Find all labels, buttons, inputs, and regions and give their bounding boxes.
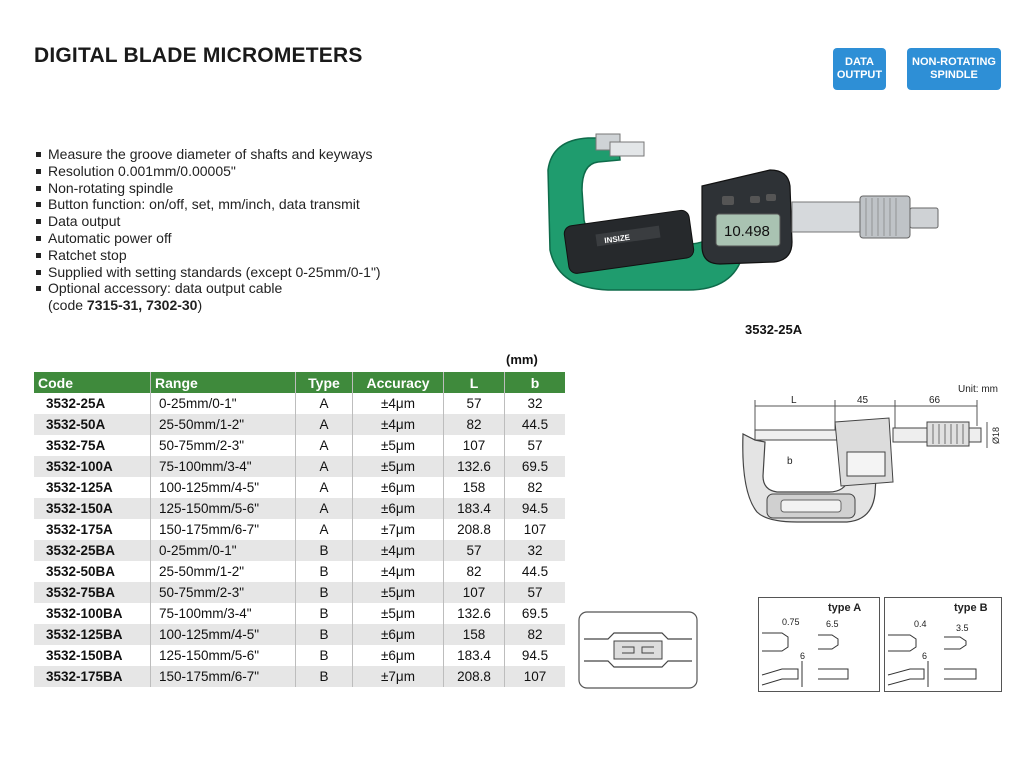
cell-b: 69.5 bbox=[505, 603, 566, 624]
type-a-drawing bbox=[758, 597, 880, 692]
button bbox=[722, 196, 734, 205]
feature-item bbox=[34, 230, 381, 247]
feature-list bbox=[34, 146, 381, 314]
cell-l: 158 bbox=[444, 624, 505, 645]
cell-b: 57 bbox=[505, 435, 566, 456]
table-row bbox=[34, 456, 565, 477]
cell-accuracy: ±5μm bbox=[353, 603, 444, 624]
table-row bbox=[34, 624, 565, 645]
feature-text: Non-rotating spindle bbox=[48, 179, 174, 196]
photo-caption: 3532-25A bbox=[745, 322, 803, 337]
type-a-d3: 6 bbox=[800, 651, 806, 661]
cell-range: 125-150mm/5-6" bbox=[151, 498, 296, 519]
cell-range: 25-50mm/1-2" bbox=[151, 414, 296, 435]
table-row bbox=[34, 477, 565, 498]
cell-code: 3532-50BA bbox=[34, 561, 151, 582]
table-row bbox=[34, 498, 565, 519]
cell-range: 100-125mm/4-5" bbox=[151, 477, 296, 498]
feature-text: Supplied with setting standards (except 0-25mm/0-1") bbox=[48, 263, 381, 280]
table-row bbox=[34, 666, 565, 687]
cell-accuracy: ±4μm bbox=[353, 561, 444, 582]
cell-type: B bbox=[296, 666, 353, 687]
type-a-d1: 0.75 bbox=[782, 617, 800, 627]
cell-code: 3532-125A bbox=[34, 477, 151, 498]
cell-l: 208.8 bbox=[444, 666, 505, 687]
lcd-value: 10.498 bbox=[724, 223, 770, 240]
cell-type: A bbox=[296, 393, 353, 414]
table-row bbox=[34, 435, 565, 456]
bullet-icon bbox=[36, 186, 41, 191]
thimble bbox=[860, 196, 910, 238]
cell-range: 150-175mm/6-7" bbox=[151, 519, 296, 540]
cell-range: 100-125mm/4-5" bbox=[151, 624, 296, 645]
cell-b: 44.5 bbox=[505, 561, 566, 582]
bullet-icon bbox=[36, 286, 41, 291]
cell-type: A bbox=[296, 477, 353, 498]
bullet-icon bbox=[36, 270, 41, 275]
feature-text: Measure the groove diameter of shafts and keyways bbox=[48, 146, 373, 162]
cell-accuracy: ±5μm bbox=[353, 435, 444, 456]
dim-l: L bbox=[791, 395, 797, 406]
cell-code: 3532-50A bbox=[34, 414, 151, 435]
header-range: Range bbox=[151, 372, 296, 393]
cont-suffix: ) bbox=[197, 297, 203, 314]
type-b-d3: 6 bbox=[922, 651, 928, 661]
cell-range: 150-175mm/6-7" bbox=[151, 666, 296, 687]
cell-code: 3532-175BA bbox=[34, 666, 151, 687]
brand-text: INSIZE bbox=[603, 232, 631, 246]
badge-line: DATA bbox=[845, 56, 874, 68]
type-a-d2: 6.5 bbox=[826, 619, 839, 629]
cell-b: 69.5 bbox=[505, 456, 566, 477]
table-row bbox=[34, 561, 565, 582]
cell-l: 132.6 bbox=[444, 603, 505, 624]
cell-accuracy: ±6μm bbox=[353, 624, 444, 645]
table-header-row bbox=[34, 372, 565, 393]
type-a-label: type A bbox=[828, 602, 862, 614]
cell-range: 75-100mm/3-4" bbox=[151, 603, 296, 624]
cell-type: B bbox=[296, 561, 353, 582]
cell-b: 107 bbox=[505, 519, 566, 540]
feature-item bbox=[34, 213, 381, 230]
type-b-label: type B bbox=[954, 602, 988, 614]
cell-l: 82 bbox=[444, 561, 505, 582]
cell-range: 25-50mm/1-2" bbox=[151, 561, 296, 582]
cell-code: 3532-75BA bbox=[34, 582, 151, 603]
badge-line: OUTPUT bbox=[836, 69, 883, 81]
feature-text: Optional accessory: data output cable bbox=[48, 280, 283, 297]
cell-type: B bbox=[296, 582, 353, 603]
micrometer-photo bbox=[538, 130, 942, 300]
cell-range: 125-150mm/5-6" bbox=[151, 645, 296, 666]
cell-l: 158 bbox=[444, 477, 505, 498]
cell-b: 32 bbox=[505, 393, 566, 414]
bullet-icon bbox=[36, 152, 41, 157]
cell-accuracy: ±4μm bbox=[353, 414, 444, 435]
cell-type: B bbox=[296, 645, 353, 666]
table-body bbox=[34, 393, 565, 687]
feature-text: Data output bbox=[48, 213, 121, 230]
table-row bbox=[34, 414, 565, 435]
sleeve bbox=[792, 202, 862, 232]
table-row bbox=[34, 393, 565, 414]
cell-type: B bbox=[296, 624, 353, 645]
header-l: L bbox=[444, 372, 505, 393]
dim-b: b bbox=[787, 456, 793, 467]
cell-type: B bbox=[296, 603, 353, 624]
cell-accuracy: ±6μm bbox=[353, 477, 444, 498]
cell-type: A bbox=[296, 456, 353, 477]
button bbox=[766, 194, 776, 201]
cell-type: A bbox=[296, 498, 353, 519]
cell-l: 107 bbox=[444, 435, 505, 456]
cell-range: 50-75mm/2-3" bbox=[151, 582, 296, 603]
bullet-icon bbox=[36, 236, 41, 241]
cell-l: 57 bbox=[444, 540, 505, 561]
table-row bbox=[34, 645, 565, 666]
drawing-sleeve bbox=[893, 428, 927, 442]
cell-l: 82 bbox=[444, 414, 505, 435]
header-b: b bbox=[505, 372, 566, 393]
spindle-blade bbox=[610, 142, 644, 156]
dim-45: 45 bbox=[857, 395, 869, 406]
cell-b: 44.5 bbox=[505, 414, 566, 435]
cell-l: 132.6 bbox=[444, 456, 505, 477]
button bbox=[750, 196, 760, 203]
cell-code: 3532-100A bbox=[34, 456, 151, 477]
feature-text: Ratchet stop bbox=[48, 246, 127, 263]
cell-accuracy: ±5μm bbox=[353, 456, 444, 477]
drawing-lcd bbox=[847, 452, 885, 476]
table-row bbox=[34, 519, 565, 540]
data-output-badge bbox=[833, 48, 886, 90]
table-unit: (mm) bbox=[506, 352, 538, 367]
feature-item bbox=[34, 163, 381, 180]
cell-type: A bbox=[296, 435, 353, 456]
dim-66: 66 bbox=[929, 395, 941, 406]
cell-b: 82 bbox=[505, 624, 566, 645]
header-accuracy: Accuracy bbox=[353, 372, 444, 393]
setting-standard-drawing bbox=[578, 611, 698, 689]
table-row bbox=[34, 582, 565, 603]
cell-l: 183.4 bbox=[444, 498, 505, 519]
feature-item bbox=[34, 247, 381, 264]
cell-type: A bbox=[296, 519, 353, 540]
cell-code: 3532-175A bbox=[34, 519, 151, 540]
type-b-d2: 3.5 bbox=[956, 623, 969, 633]
badge-line: NON-ROTATING bbox=[912, 56, 996, 68]
header-type: Type bbox=[296, 372, 353, 393]
ratchet bbox=[910, 208, 938, 228]
feature-item bbox=[34, 180, 381, 197]
cell-code: 3532-125BA bbox=[34, 624, 151, 645]
cell-code: 3532-25BA bbox=[34, 540, 151, 561]
bullet-icon bbox=[36, 253, 41, 258]
cell-l: 107 bbox=[444, 582, 505, 603]
cell-b: 32 bbox=[505, 540, 566, 561]
cell-range: 75-100mm/3-4" bbox=[151, 456, 296, 477]
type-b-drawing bbox=[884, 597, 1002, 692]
type-b-d1: 0.4 bbox=[914, 619, 927, 629]
cell-code: 3532-100BA bbox=[34, 603, 151, 624]
page-title: DIGITAL BLADE MICROMETERS bbox=[34, 44, 363, 67]
bullet-icon bbox=[36, 202, 41, 207]
dimension-drawing bbox=[737, 382, 1007, 527]
cell-b: 107 bbox=[505, 666, 566, 687]
feature-item bbox=[34, 146, 381, 163]
feature-text: Button function: on/off, set, mm/inch, data transmit bbox=[48, 196, 360, 213]
table-row bbox=[34, 540, 565, 561]
cell-code: 3532-25A bbox=[34, 393, 151, 414]
dim-dia: Ø18 bbox=[991, 426, 1001, 444]
cell-b: 94.5 bbox=[505, 498, 566, 519]
cell-accuracy: ±4μm bbox=[353, 393, 444, 414]
cell-range: 0-25mm/0-1" bbox=[151, 393, 296, 414]
cell-l: 183.4 bbox=[444, 645, 505, 666]
feature-item bbox=[34, 264, 381, 281]
drawing-grip-inner bbox=[781, 500, 841, 512]
feature-item bbox=[34, 280, 381, 297]
drawing-ratchet bbox=[969, 428, 981, 442]
cell-b: 57 bbox=[505, 582, 566, 603]
cell-l: 208.8 bbox=[444, 519, 505, 540]
cell-accuracy: ±6μm bbox=[353, 645, 444, 666]
feature-item bbox=[34, 196, 381, 213]
cell-range: 50-75mm/2-3" bbox=[151, 435, 296, 456]
cell-code: 3532-75A bbox=[34, 435, 151, 456]
table-row bbox=[34, 603, 565, 624]
feature-text: Resolution 0.001mm/0.00005" bbox=[48, 162, 236, 179]
cell-accuracy: ±7μm bbox=[353, 519, 444, 540]
cell-accuracy: ±5μm bbox=[353, 582, 444, 603]
cable-codes: 7315-31, 7302-30 bbox=[86, 297, 198, 314]
cell-code: 3532-150A bbox=[34, 498, 151, 519]
header-code: Code bbox=[34, 372, 151, 393]
cell-type: A bbox=[296, 414, 353, 435]
feature-text: Automatic power off bbox=[48, 229, 172, 246]
cell-l: 57 bbox=[444, 393, 505, 414]
bullet-icon bbox=[36, 169, 41, 174]
bullet-icon bbox=[36, 219, 41, 224]
spec-table bbox=[34, 372, 565, 687]
cell-accuracy: ±7μm bbox=[353, 666, 444, 687]
feature-continuation bbox=[34, 297, 381, 314]
cell-accuracy: ±4μm bbox=[353, 540, 444, 561]
cell-accuracy: ±6μm bbox=[353, 498, 444, 519]
drawing-unit: Unit: mm bbox=[958, 384, 998, 395]
drawing-spindle bbox=[755, 430, 839, 440]
cell-code: 3532-150BA bbox=[34, 645, 151, 666]
cell-b: 82 bbox=[505, 477, 566, 498]
cont-prefix: (code bbox=[48, 297, 87, 314]
cell-b: 94.5 bbox=[505, 645, 566, 666]
badge-line: SPINDLE bbox=[930, 69, 978, 81]
cell-range: 0-25mm/0-1" bbox=[151, 540, 296, 561]
cell-type: B bbox=[296, 540, 353, 561]
non-rotating-spindle-badge bbox=[907, 48, 1001, 90]
